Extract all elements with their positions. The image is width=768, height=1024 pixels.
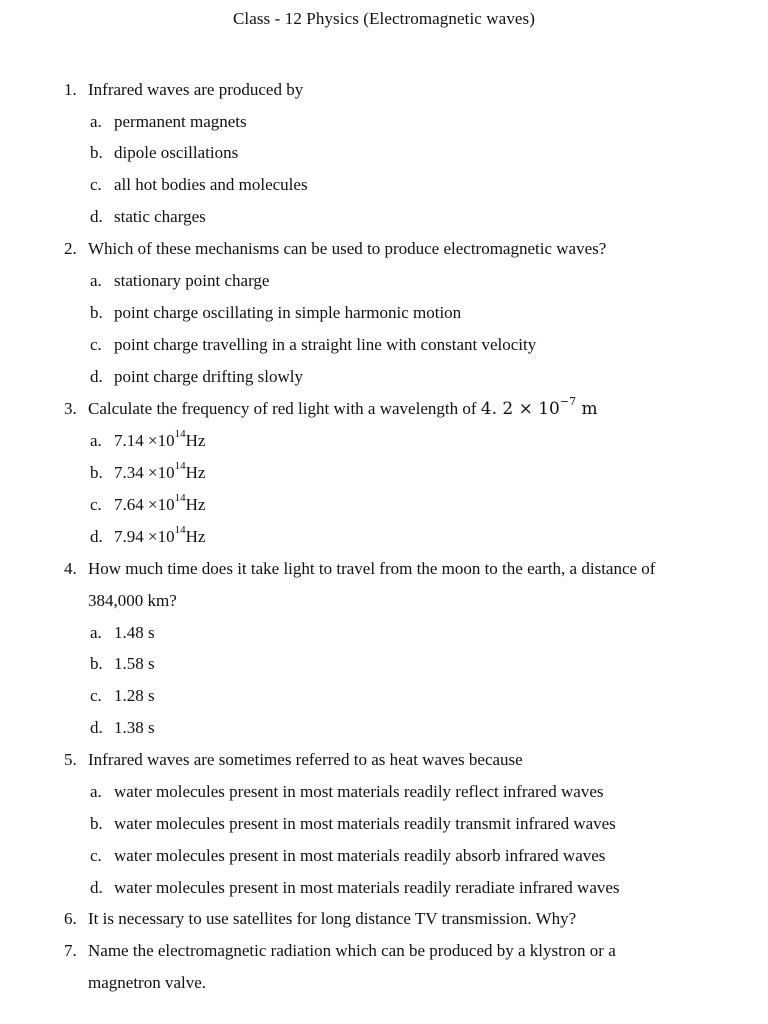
option-mantissa: 7.34 ×10	[114, 463, 175, 482]
question-text: Calculate the frequency of red light with a wavelength of	[88, 399, 477, 418]
question-text: Infrared waves are produced by	[88, 80, 304, 99]
question-number: 3.	[64, 399, 77, 418]
option-letter: b.	[90, 654, 103, 673]
option-text: 1.28 s	[114, 686, 155, 705]
option-letter: b.	[90, 143, 103, 162]
wavelength-value	[480, 395, 598, 419]
question-number: 7.	[64, 941, 77, 960]
question-number: 2.	[64, 239, 77, 258]
option-text: all hot bodies and molecules	[114, 175, 308, 194]
question-number: 6.	[64, 909, 77, 928]
option-letter: c.	[90, 686, 102, 705]
option-text	[114, 462, 205, 484]
option-text: water molecules present in most materials readily reradiate infrared waves	[114, 878, 620, 897]
option-text: stationary point charge	[114, 271, 270, 290]
option-text: water molecules present in most materials readily absorb infrared waves	[114, 846, 606, 865]
option-unit: Hz	[185, 431, 206, 450]
option-letter: a.	[90, 623, 102, 642]
option-letter: a.	[90, 112, 102, 131]
option-text: point charge travelling in a straight line with constant velocity	[114, 335, 537, 354]
question-text-line2: magnetron valve.	[88, 973, 207, 992]
option-letter: d.	[90, 718, 103, 737]
question-text: Infrared waves are sometimes referred to as heat waves because	[88, 750, 523, 769]
option-letter: c.	[90, 495, 102, 514]
option-mantissa: 7.14 ×10	[114, 431, 175, 450]
option-letter: d.	[90, 367, 103, 386]
option-letter: a.	[90, 271, 102, 290]
question-number: 5.	[64, 750, 77, 769]
option-unit: Hz	[185, 527, 206, 546]
option-text: 1.38 s	[114, 718, 155, 737]
question-text-wrap	[88, 395, 598, 420]
option-letter: c.	[90, 846, 102, 865]
option-text: water molecules present in most materials readily reflect infrared waves	[114, 782, 604, 801]
question-number: 1.	[64, 80, 77, 99]
option-letter: d.	[90, 527, 103, 546]
option-letter: c.	[90, 175, 102, 194]
option-letter: c.	[90, 335, 102, 354]
question-text: Which of these mechanisms can be used to produce electromagnetic waves?	[88, 239, 607, 258]
option-letter: b.	[90, 463, 103, 482]
question-number: 4.	[64, 559, 77, 578]
question-text-line2: 384,000 km?	[88, 591, 177, 610]
option-letter: d.	[90, 207, 103, 226]
option-unit: Hz	[185, 463, 206, 482]
wavelength-mantissa: 4. 2 × 10	[480, 399, 560, 419]
option-text	[114, 430, 205, 452]
option-text: point charge oscillating in simple harmonic motion	[114, 303, 462, 322]
option-letter: a.	[90, 782, 102, 801]
option-text: permanent magnets	[114, 112, 247, 131]
option-mantissa: 7.94 ×10	[114, 527, 175, 546]
option-text: 1.48 s	[114, 623, 155, 642]
option-letter: a.	[90, 431, 102, 450]
option-text: dipole oscillations	[114, 143, 239, 162]
option-letter: b.	[90, 303, 103, 322]
option-letter: d.	[90, 878, 103, 897]
option-text: 1.58 s	[114, 654, 155, 673]
page-title: Class - 12 Physics (Electromagnetic waves)	[232, 9, 536, 28]
wavelength-unit: m	[581, 399, 598, 419]
question-text-line1: How much time does it take light to travel from the moon to the earth, a distance of	[88, 559, 656, 578]
wavelength-exponent: −7	[559, 395, 577, 409]
option-text	[114, 526, 205, 548]
option-letter: b.	[90, 814, 103, 833]
question-text-line1: Name the electromagnetic radiation which can be produced by a klystron or a	[88, 941, 616, 960]
option-exponent: 14	[174, 460, 186, 473]
option-exponent: 14	[174, 492, 186, 505]
question-text: It is necessary to use satellites for long distance TV transmission. Why?	[88, 909, 577, 928]
option-text: point charge drifting slowly	[114, 367, 304, 386]
option-unit: Hz	[185, 495, 206, 514]
option-text	[114, 494, 205, 516]
option-text: static charges	[114, 207, 206, 226]
option-exponent: 14	[174, 524, 186, 537]
option-exponent: 14	[174, 428, 186, 441]
option-text: water molecules present in most materials readily transmit infrared waves	[114, 814, 616, 833]
option-mantissa: 7.64 ×10	[114, 495, 175, 514]
